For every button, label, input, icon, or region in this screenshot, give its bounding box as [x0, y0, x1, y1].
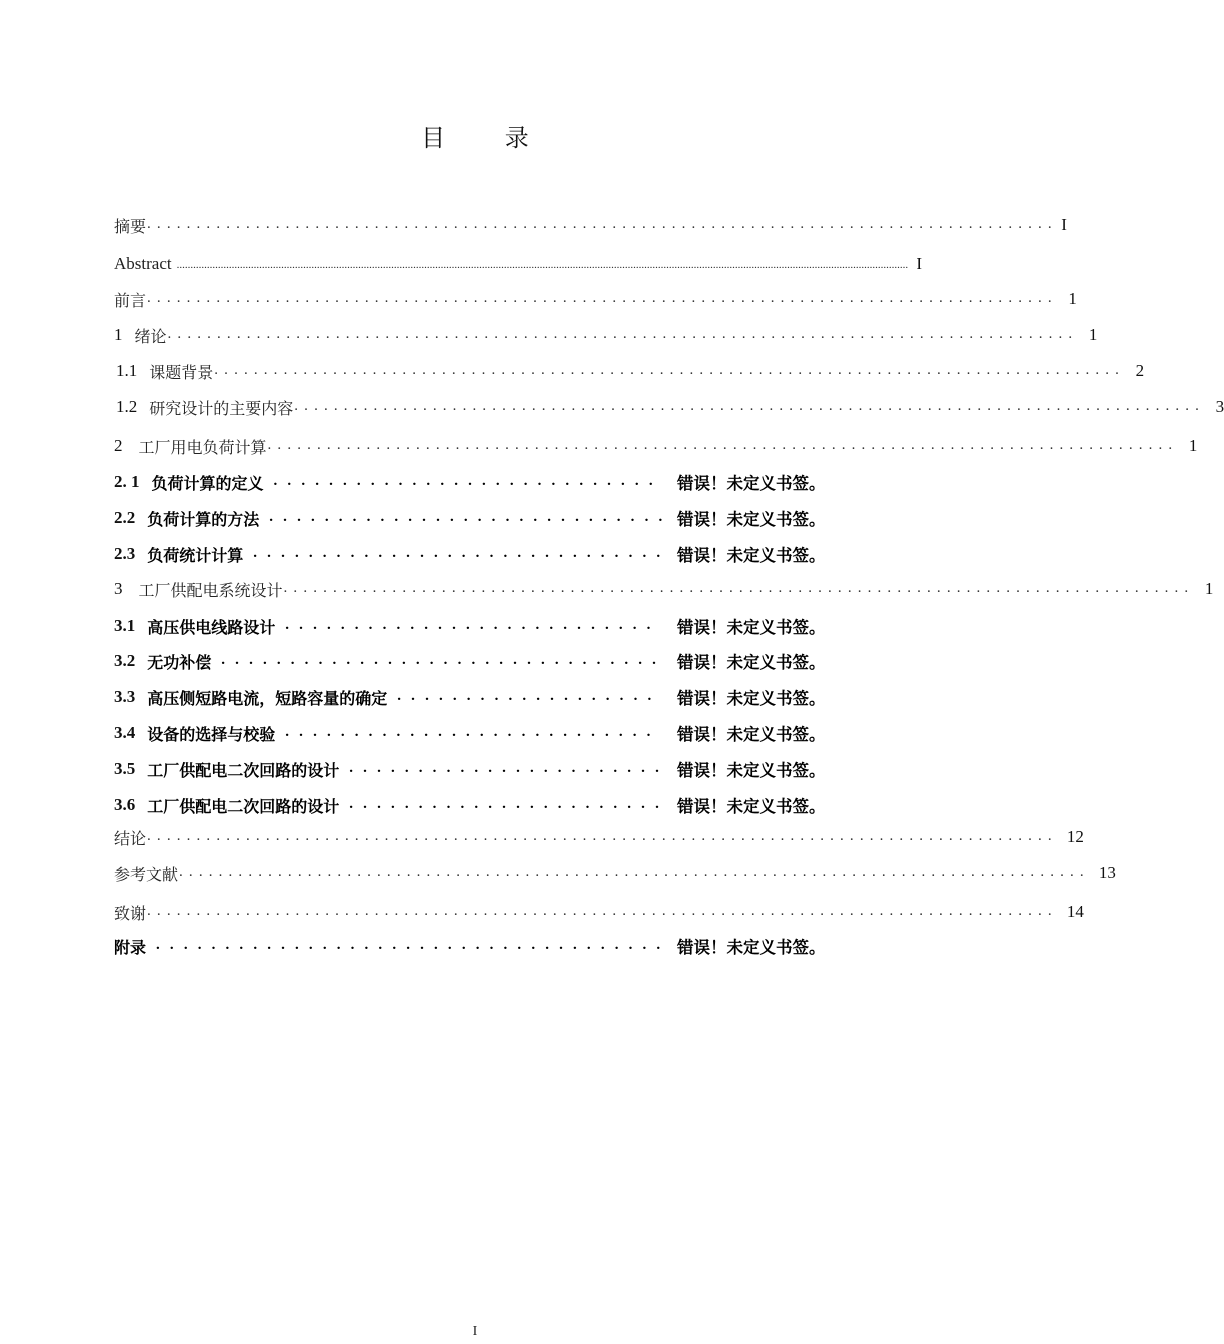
toc-entry-title: 负荷计算的方法 [147, 509, 260, 529]
toc-entry-section-3-1[interactable] [114, 611, 860, 641]
toc-entry-chapter-1[interactable] [114, 320, 1098, 350]
toc-entry-number: 3.2 [114, 651, 136, 670]
toc-entry-title: 摘要 [114, 216, 147, 236]
dot-leader: . . . . . . . . . . . . . . . . . . . . . . . . . . . . . [269, 508, 666, 525]
toc-entry-section-3-3[interactable] [114, 682, 860, 712]
toc-entry-section-2-3[interactable] [114, 539, 860, 569]
toc-entry-number: 2. 1 [114, 472, 140, 491]
toc-entry-page: 2 [1135, 361, 1145, 380]
dot-leader: . . . . . . . . . . . . . . . . . . . [397, 687, 655, 704]
toc-entry-section-1-2[interactable] [114, 392, 1224, 422]
page-number-footer: I [472, 1324, 478, 1339]
dot-leader: . . . . . . . . . . . . . . . . . . . . . . . . . . . . . . . . . . . . . . . . . . . . . . . . . . . . . . . . . . . . . . . . . . . . . . . . . . . . . . . . . . . . . . . . . . . . [147, 215, 1053, 232]
toc-entry-title: 附录 [114, 937, 147, 957]
toc-entry-page: 3 [1215, 397, 1224, 416]
dot-leader: . . . . . . . . . . . . . . . . . . . . . . . . . . . . . . . . . . . . . . . . . . . . . . . . . . . . . . . . . . . . . . . . . . . . . . . . . . . . . . . . . . . . . . . . . . . . [167, 325, 1074, 342]
dot-leader: . . . . . . . . . . . . . . . . . . . . . . . . . . . . . . . . . . . . . . . . . . . . . . . . . . . . . . . . . . . . . . . . . . . . . . . . . . . . . . . . . . . . . . . . . . . . [294, 397, 1201, 414]
toc-entry-chapter-3[interactable] [114, 574, 1214, 604]
dot-leader: . . . . . . . . . . . . . . . . . . . . . . . . . . . . . . . . [221, 651, 660, 668]
toc-entry-page: 1 [1088, 325, 1098, 344]
broken-bookmark-error: 错误！未定义书签。 [677, 510, 826, 529]
toc-entry-title: 高压侧短路电流，短路容量的确定 [147, 688, 388, 708]
toc-entry-title: Abstract [114, 254, 172, 273]
broken-bookmark-error: 错误！未定义书签。 [677, 689, 826, 708]
toc-entry-section-2-2[interactable] [114, 503, 860, 533]
dot-leader: . . . . . . . . . . . . . . . . . . . . . . . . . . . . [273, 472, 656, 489]
toc-entry-references[interactable] [114, 858, 1116, 888]
toc-entry-title: 课题背景 [149, 362, 214, 382]
toc-entry-number: 1.2 [116, 397, 138, 416]
toc-entry-section-3-2[interactable] [114, 646, 860, 676]
dot-leader: . . . . . . . . . . . . . . . . . . . . . . . [349, 795, 663, 812]
toc-entry-number: 2.3 [114, 544, 136, 563]
dot-leader: . . . . . . . . . . . . . . . . . . . . . . . . . . . [285, 616, 654, 633]
dot-leader: . . . . . . . . . . . . . . . . . . . . . . . . . . . [285, 723, 654, 740]
toc-entry-section-1-1[interactable] [114, 356, 1145, 386]
toc-entry-title: 工厂供配电系统设计 [138, 580, 283, 600]
dot-leader: .......................................................................................................................................................................................................................................................................... [176, 259, 909, 271]
dot-leader: . . . . . . . . . . . . . . . . . . . . . . . . . . . . . . . . . . . . . . . . . . . . . . . . . . . . . . . . . . . . . . . . . . . . . . . . . . . . . . . . . . . . . . . . . . . . [179, 863, 1085, 880]
broken-bookmark-error: 错误！未定义书签。 [677, 653, 826, 672]
broken-bookmark-error: 错误！未定义书签。 [677, 797, 826, 816]
dot-leader: . . . . . . . . . . . . . . . . . . . . . . . . . . . . . . . . . . . . . [156, 936, 664, 953]
toc-entry-preface[interactable] [114, 284, 1077, 314]
toc-entry-page: I [1061, 215, 1067, 234]
toc-entry-number: 2 [114, 436, 123, 455]
broken-bookmark-error: 错误！未定义书签。 [677, 546, 826, 565]
toc-entry-number: 3.4 [114, 723, 136, 742]
toc-entry-number: 3.1 [114, 616, 136, 635]
toc-entry-number: 3.5 [114, 759, 136, 778]
broken-bookmark-error: 错误！未定义书签。 [677, 761, 826, 780]
toc-entry-acknowledgements[interactable] [114, 897, 1084, 927]
toc-entry-page: 1 [1204, 579, 1214, 598]
broken-bookmark-error: 错误！未定义书签。 [677, 474, 826, 493]
toc-entry-title: 负荷计算的定义 [151, 473, 264, 493]
toc-entry-abstract-en[interactable] [114, 249, 923, 279]
broken-bookmark-error: 错误！未定义书签。 [677, 618, 826, 637]
toc-entry-number: 1 [114, 325, 123, 344]
toc-entry-page: 14 [1066, 902, 1084, 921]
toc-entry-title: 参考文献 [114, 864, 179, 884]
dot-leader: . . . . . . . . . . . . . . . . . . . . . . . . . . . . . . . . . . . . . . . . . . . . . . . . . . . . . . . . . . . . . . . . . . . . . . . . . . . . . . . . . . . . . . . . . . . . [147, 289, 1053, 306]
broken-bookmark-error: 错误！未定义书签。 [677, 725, 826, 744]
toc-entry-page: 1 [1068, 289, 1077, 308]
toc-entry-title: 负荷统计计算 [147, 545, 244, 565]
toc-entry-title: 研究设计的主要内容 [149, 398, 294, 418]
toc-entry-number: 1.1 [116, 361, 138, 380]
toc-entry-chapter-2[interactable] [114, 431, 1198, 461]
toc-entry-number: 3.3 [114, 687, 136, 706]
dot-leader: . . . . . . . . . . . . . . . . . . . . . . . . . . . . . . . . . . . . . . . . . . . . . . . . . . . . . . . . . . . . . . . . . . . . . . . . . . . . . . . . . . . . . . . . . . . . [214, 361, 1121, 378]
toc-entry-title: 绪论 [134, 326, 167, 346]
dot-leader: . . . . . . . . . . . . . . . . . . . . . . . . . . . . . . . . . . . . . . . . . . . . . . . . . . . . . . . . . . . . . . . . . . . . . . . . . . . . . . . . . . . . . . . . . . . . [267, 436, 1174, 453]
toc-entry-title: 设备的选择与校验 [147, 724, 276, 744]
broken-bookmark-error: 错误！未定义书签。 [677, 938, 826, 957]
toc-entry-number: 3.6 [114, 795, 136, 814]
toc-entry-section-2-1[interactable] [114, 467, 860, 497]
toc-entry-section-3-6[interactable] [114, 790, 860, 820]
toc-entry-page: I [916, 254, 923, 273]
toc-entry-section-3-4[interactable] [114, 718, 860, 748]
dot-leader: . . . . . . . . . . . . . . . . . . . . . . . . . . . . . . [253, 544, 664, 561]
toc-entry-title: 工厂供配电二次回路的设计 [147, 760, 340, 780]
toc-entry-title: 无功补偿 [147, 652, 212, 672]
toc-entry-number: 3 [114, 579, 123, 598]
dot-leader: . . . . . . . . . . . . . . . . . . . . . . . . . . . . . . . . . . . . . . . . . . . . . . . . . . . . . . . . . . . . . . . . . . . . . . . . . . . . . . . . . . . . . . . . . . . . [283, 579, 1190, 596]
toc-entry-page: 1 [1188, 436, 1198, 455]
dot-leader: . . . . . . . . . . . . . . . . . . . . . . . . . . . . . . . . . . . . . . . . . . . . . . . . . . . . . . . . . . . . . . . . . . . . . . . . . . . . . . . . . . . . . . . . . . . . [147, 827, 1053, 844]
toc-entry-conclusion[interactable] [114, 822, 1084, 852]
dot-leader: . . . . . . . . . . . . . . . . . . . . . . . . . . . . . . . . . . . . . . . . . . . . . . . . . . . . . . . . . . . . . . . . . . . . . . . . . . . . . . . . . . . . . . . . . . . . [147, 902, 1053, 919]
page-title: 目 录 [421, 124, 555, 152]
toc-entry-title: 高压供电线路设计 [147, 617, 276, 637]
toc-entry-number: 2.2 [114, 508, 136, 527]
toc-entry-appendix[interactable] [114, 931, 860, 961]
toc-entry-title: 结论 [114, 828, 147, 848]
toc-entry-abstract-cn[interactable] [114, 210, 1067, 240]
dot-leader: . . . . . . . . . . . . . . . . . . . . . . . [349, 759, 663, 776]
toc-entry-title: 致谢 [114, 903, 147, 923]
toc-entry-section-3-5[interactable] [114, 754, 860, 784]
toc-entry-page: 12 [1066, 827, 1084, 846]
toc-entry-title: 工厂供配电二次回路的设计 [147, 796, 340, 816]
toc-entry-title: 前言 [114, 290, 147, 310]
toc-entry-page: 13 [1098, 863, 1116, 882]
toc-entry-title: 工厂用电负荷计算 [138, 437, 267, 457]
